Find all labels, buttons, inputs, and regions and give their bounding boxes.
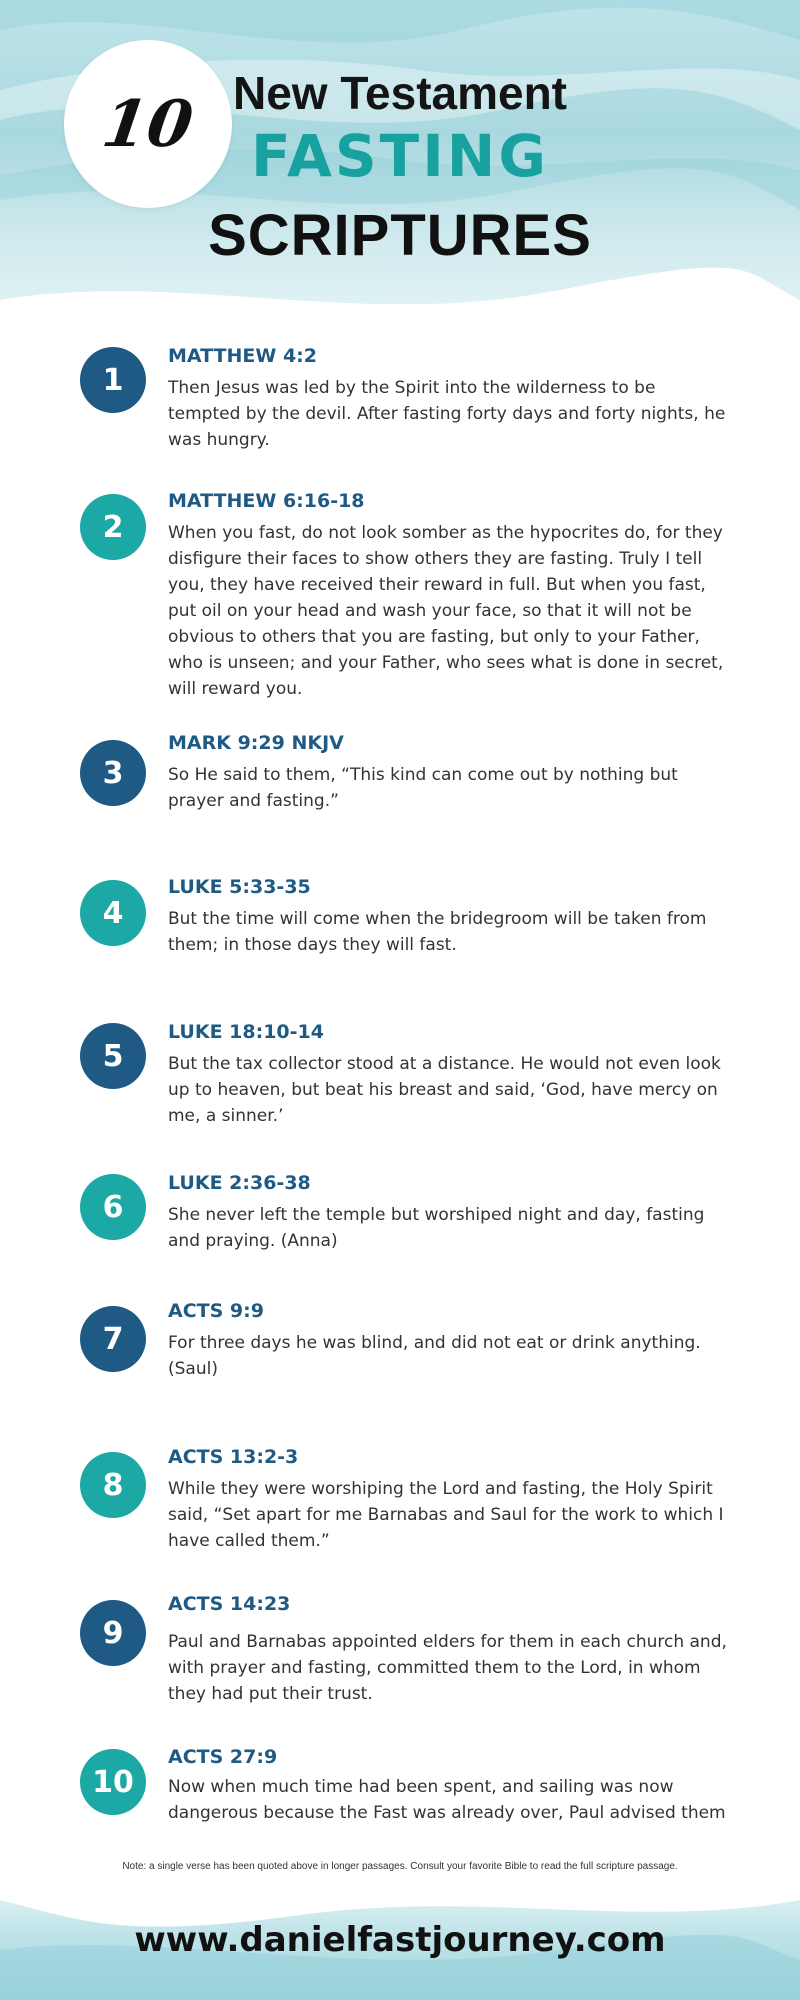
number-badge: 3 <box>80 740 146 806</box>
title-fasting: FASTING <box>251 122 549 190</box>
number-badge: 9 <box>80 1600 146 1666</box>
website-url[interactable]: www.danielfastjourney.com <box>134 1920 666 1960</box>
scripture-text: She never left the temple but worshiped night and day, fasting and praying. (Anna) <box>168 1205 705 1251</box>
number-badge: 2 <box>80 494 146 560</box>
scripture-reference: LUKE 5:33-35 <box>168 876 311 898</box>
scripture-reference: ACTS 27:9 <box>168 1746 278 1768</box>
scripture-text: But the time will come when the bridegroom will be taken from them; in those days they will fast. <box>168 909 707 955</box>
footnote: Note: a single verse has been quoted above in longer passages. Consult your favorite Bible to read the full scripture passage. <box>122 1861 678 1872</box>
scripture-reference: ACTS 14:23 <box>168 1593 291 1615</box>
scripture-reference: LUKE 18:10-14 <box>168 1021 324 1043</box>
scripture-text: While they were worshiping the Lord and fasting, the Holy Spirit said, “Set apart for me Barnabas and Saul for the work to which I have called them.” <box>168 1479 724 1551</box>
number-badge: 7 <box>80 1306 146 1372</box>
title-scriptures: SCRIPTURES <box>208 203 592 268</box>
number-badge: 4 <box>80 880 146 946</box>
number-badge: 10 <box>80 1749 146 1815</box>
scripture-reference: LUKE 2:36-38 <box>168 1172 311 1194</box>
scripture-text: But the tax collector stood at a distance. He would not even look up to heaven, but beat his breast and said, ‘God, have mercy on me, a sinner.’ <box>168 1054 721 1126</box>
scripture-text: Now when much time had been spent, and sailing was now dangerous because the Fast was already over, Paul advised them <box>168 1777 726 1823</box>
number-badge: 1 <box>80 347 146 413</box>
scripture-text: So He said to them, “This kind can come out by nothing but prayer and fasting.” <box>168 765 678 811</box>
scripture-text: For three days he was blind, and did not eat or drink anything. (Saul) <box>168 1333 701 1379</box>
scripture-text: Paul and Barnabas appointed elders for them in each church and, with prayer and fasting, committed them to the Lord, in whom they had put their trust. <box>168 1632 727 1704</box>
scripture-reference: MATTHEW 6:16-18 <box>168 490 365 512</box>
title-new-testament: New Testament <box>232 67 568 119</box>
scripture-reference: ACTS 13:2-3 <box>168 1446 299 1468</box>
number-badge: 8 <box>80 1452 146 1518</box>
scripture-text: When you fast, do not look somber as the hypocrites do, for they disfigure their faces to show others they are fasting. Truly I tell you, they have received their reward in full. But when you fast, put oil on your head and wash your face, so that it will not be obvious to others that you are fasting, but only to your Father, who is unseen; and your Father, who sees what is done in secret, will reward you. <box>168 523 724 699</box>
scripture-reference: MATTHEW 4:2 <box>168 345 317 367</box>
badge-circle <box>64 40 232 208</box>
scripture-reference: ACTS 9:9 <box>168 1300 264 1322</box>
scripture-text: Then Jesus was led by the Spirit into the wilderness to be tempted by the devil. After fasting forty days and forty nights, he was hungry. <box>168 378 726 450</box>
number-badge: 5 <box>80 1023 146 1089</box>
badge-number: 10 <box>98 86 198 162</box>
scripture-reference: MARK 9:29 NKJV <box>168 732 344 754</box>
number-badge: 6 <box>80 1174 146 1240</box>
